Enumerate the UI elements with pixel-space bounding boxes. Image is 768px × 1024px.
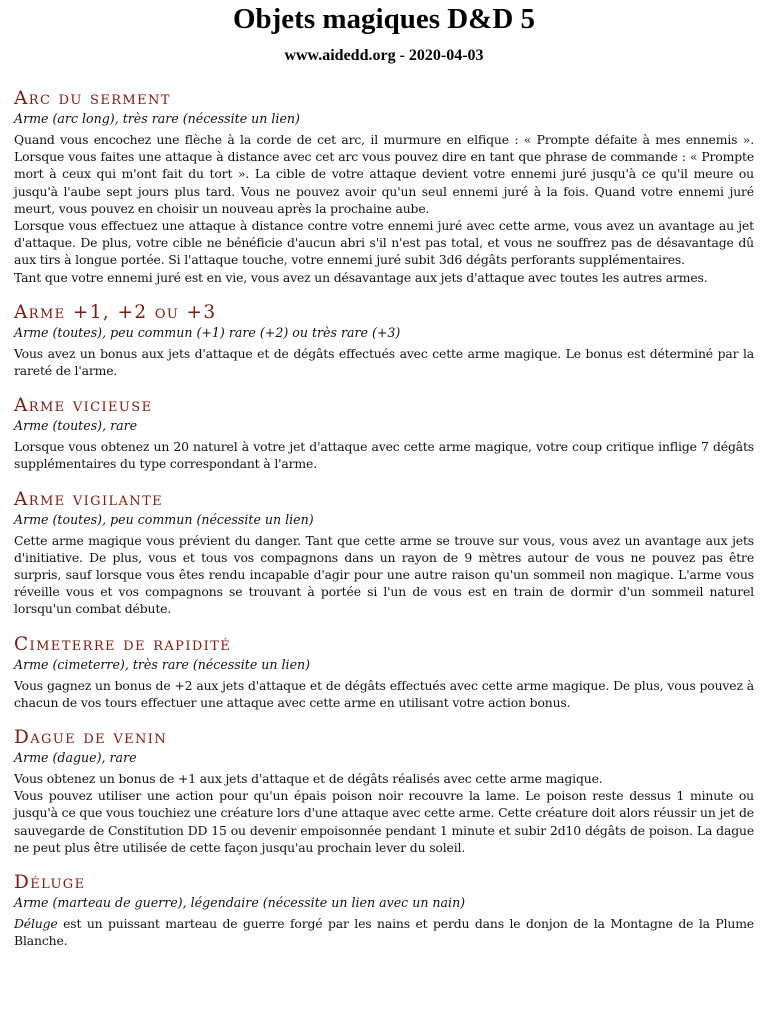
description-paragraph: Vous avez un bonus aux jets d'attaque et de dégâts effectués avec cette arme magique. Le bonus est déterminé par la rareté de l'arme. <box>14 345 754 379</box>
description-paragraph: Vous pouvez utiliser une action pour qu'un épais poison noir recouvre la lame. Le poison reste dessus 1 minute ou jusqu'à ce que vous touchiez une créature lors d'une attaque avec cette arme. Cette créature doit alors réussir un jet de sauvegarde de Constitution DD 15 ou devenir empoisonnée pendant 1 minute et subir 2d10 dégâts de poison. La dague ne peut plus être utilisée de cette façon jusqu'au prochain lever du soleil. <box>14 788 754 855</box>
item-description <box>14 131 754 286</box>
description-paragraph: Vous gagnez un bonus de +2 aux jets d'attaque et de dégâts effectués avec cette arme magique. De plus, vous pouvez à chacun de vos tours effectuer une attaque avec cette arme en utilisant votre action bonus. <box>14 677 754 710</box>
item-description <box>14 345 754 379</box>
item-description <box>14 915 754 949</box>
description-paragraph: Lorsque vous effectuez une attaque à distance contre votre ennemi juré avec cette arme, vous avez un avantage au jet d'attaque. De plus, votre cible ne bénéficie d'aucun abri s'il n'est pas total, et vous ne souffrez pas de désavantage dû aux tirs à longue portée. Si l'attaque touche, votre ennemi juré subit 3d6 dégâts perforants supplémentaires. <box>14 218 754 268</box>
description-paragraph: Vous obtenez un bonus de +1 aux jets d'attaque et de dégâts réalisés avec cette arme magique. <box>14 771 603 787</box>
item-entry <box>14 872 754 949</box>
item-type: Arme (toutes), peu commun (+1) rare (+2) ou très rare (+3) <box>14 324 401 340</box>
item-description <box>14 438 754 472</box>
item-entry <box>14 88 754 286</box>
item-type: Arme (cimeterre), très rare (nécessite un lien) <box>14 656 311 672</box>
item-entry <box>14 302 754 379</box>
item-entry <box>14 634 754 711</box>
item-name: Dague de venin <box>14 727 168 749</box>
item-entry <box>14 395 754 472</box>
item-type: Arme (arc long), très rare (nécessite un lien) <box>14 111 300 126</box>
description-text: est un puissant marteau de guerre forgé par les nains et perdu dans le donjon de la Montagne de la Plume Blanche. <box>14 916 754 949</box>
item-name: Arme vicieuse <box>14 395 153 417</box>
item-name-italic: Déluge <box>14 916 58 932</box>
item-entry <box>14 727 754 856</box>
item-description <box>14 677 754 711</box>
description-paragraph: Lorsque vous obtenez un 20 naturel à votre jet d'attaque avec cette arme magique, votre coup critique inflige 7 dégâts supplémentaires du type correspondant à l'arme. <box>14 439 754 472</box>
description-paragraph <box>14 915 754 949</box>
description-paragraph: Quand vous encochez une flèche à la corde de cet arc, il murmure en elfique : « Prompte défaite à mes ennemis ». Lorsque vous faites une attaque à distance avec cet arc vous pouvez dire en tant que phrase de commande : « Prompte mort à ceux qui m'ont fait du tort ». La cible de votre attaque devient votre ennemi juré jusqu'à ce qu'il meure ou jusqu'à l'aube sept jours plus tard. Vous ne pouvez avoir qu'un seul ennemi juré à la fois. Quand votre ennemi juré meurt, vous pouvez en choisir un nouveau après la prochaine aube. <box>14 132 754 216</box>
document-subtitle: www.aidedd.org - 2020-04-03 <box>284 47 484 64</box>
item-type: Arme (marteau de guerre), légendaire (nécessite un lien avec un nain) <box>14 895 466 911</box>
item-type: Arme (toutes), peu commun (nécessite un lien) <box>14 511 314 527</box>
item-entry <box>14 489 754 618</box>
item-type: Arme (dague), rare <box>14 750 137 766</box>
item-list <box>14 88 754 949</box>
item-name: Déluge <box>14 872 86 894</box>
item-name: Arc du serment <box>14 88 171 109</box>
item-description <box>14 770 754 856</box>
item-name: Cimeterre de rapidité <box>14 633 232 655</box>
item-name: Arme +1, +2 ou +3 <box>14 301 217 323</box>
item-name: Arme vigilante <box>14 488 164 510</box>
item-type: Arme (toutes), rare <box>14 418 138 434</box>
description-paragraph: Cette arme magique vous prévient du danger. Tant que cette arme se trouve sur vous, vous avez un avantage aux jets d'initiative. De plus, vous et tous vos compagnons dans un rayon de 9 mètres autour de vous ne pouvez pas être surpris, sauf lorsque vous êtes rendu incapable d'agir pour une autre raison qu'un sommeil non magique. L'arme vous réveille vous et vos compagnons se trouvant à portée si l'un de vous est en train de dormir d'un sommeil naturel lorsqu'un combat débute. <box>14 532 754 617</box>
document-title: Objets magiques D&D 5 <box>232 3 536 35</box>
description-paragraph: Tant que votre ennemi juré est en vie, vous avez un désavantage aux jets d'attaque avec toutes les autres armes. <box>14 269 708 285</box>
item-description <box>14 532 754 618</box>
